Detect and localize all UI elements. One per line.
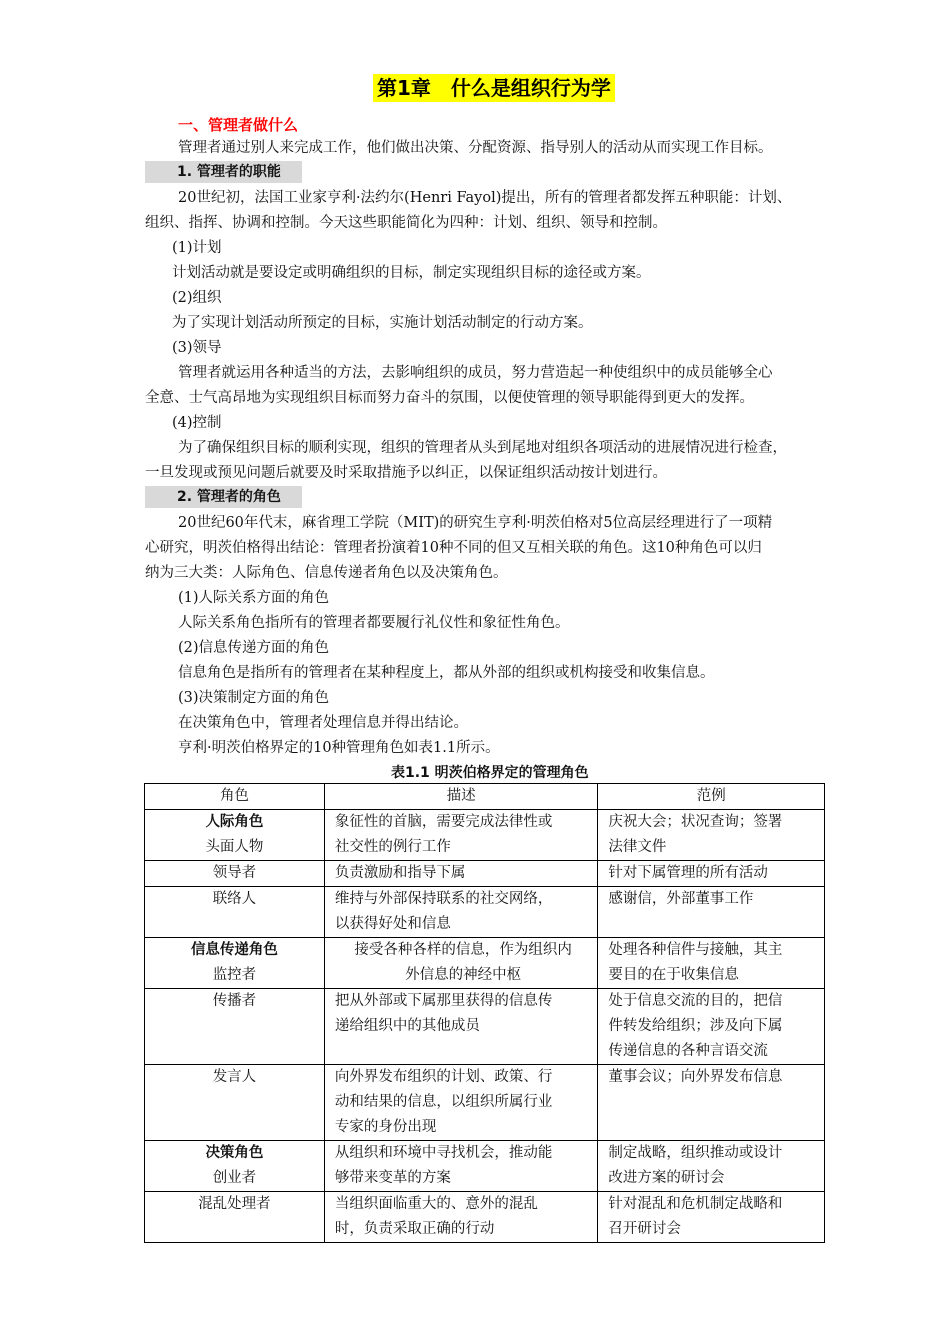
role-cell [145,887,325,938]
role-category: 人际角色 [205,814,264,830]
example-cell [598,1141,825,1192]
description-cell [324,989,598,1065]
description-line: 向外界发布组织的计划、政策、行 [334,1069,553,1085]
role-cell [145,1141,325,1192]
item-label: (2)组织 [172,290,222,306]
role-cell [145,989,325,1065]
table-row [145,861,825,887]
item-label: (3)领导 [172,340,222,356]
example-line: 感谢信，外部董事工作 [608,891,754,907]
paragraph-line: 一旦发现或预见问题后就要及时采取措施予以纠正，以保证组织活动按计划进行。 [145,465,667,481]
role-name: 监控者 [212,967,257,983]
role-cell [145,861,325,887]
description-line: 当组织面临重大的、意外的混乱 [334,1196,538,1212]
description-line: 时，负责采取正确的行动 [334,1221,495,1237]
role-name: 头面人物 [205,839,264,855]
item-text: 人际关系角色指所有的管理者都要履行礼仪性和象征性角色。 [178,615,570,631]
role-name: 领导者 [212,865,257,881]
description-cell [324,887,598,938]
paragraph-line: 20世纪60年代末，麻省理工学院（MIT)的研究生亨利·明茨伯格对5位高层经理进行了一项精 [178,515,773,531]
description-line: 递给组织中的其他成员 [334,1018,480,1034]
item-label: (2)信息传递方面的角色 [178,640,330,656]
role-cell [145,938,325,989]
item-text: 计划活动就是要设定或明确组织的目标，制定实现组织目标的途径或方案。 [172,265,651,281]
item-label: (1)计划 [172,240,222,256]
paragraph-line: 管理者就运用各种适当的方法，去影响组织的成员，努力营造起一种使组织中的成员能够全心 [178,365,773,381]
role-category: 信息传递角色 [190,942,278,958]
table-row [145,810,825,861]
closing-line: 亨利·明茨伯格界定的10种管理角色如表1.1所示。 [178,740,500,756]
example-line: 针对下属管理的所有活动 [608,865,768,881]
roles-table [144,783,825,1243]
description-line: 社交性的例行工作 [334,839,451,855]
example-cell [598,1065,825,1141]
paragraph-line: 全意、士气高昂地为实现组织目标而努力奋斗的氛围，以便使管理的领导职能得到更大的发挥。 [145,390,754,406]
example-line: 制定战略，组织推动或设计 [608,1145,783,1161]
table-row [145,1141,825,1192]
column-header-description: 描述 [324,784,598,810]
description-cell [324,1141,598,1192]
example-line: 法律文件 [608,839,667,855]
paragraph-line: 为了确保组织目标的顺利实现，组织的管理者从头到尾地对组织各项活动的进展情况进行检查， [178,440,787,456]
subheading-roles: 2. 管理者的角色 [145,486,302,508]
description-line: 专家的身份出现 [334,1119,437,1135]
description-line: 外信息的神经中枢 [405,967,522,983]
example-cell [598,861,825,887]
example-cell [598,810,825,861]
paragraph-line: 心研究，明茨伯格得出结论：管理者扮演着10种不同的但又互相关联的角色。这10种角色可以归 [145,540,762,556]
description-line: 以获得好处和信息 [334,916,451,932]
role-category: 决策角色 [205,1145,264,1161]
item-label: (3)决策制定方面的角色 [178,690,330,706]
example-cell [598,938,825,989]
description-line: 动和结果的信息，以组织所属行业 [334,1094,553,1110]
example-cell [598,887,825,938]
example-line: 改进方案的研讨会 [608,1170,725,1186]
paragraph-line: 20世纪初，法国工业家亨利·法约尔(Henri Fayol)提出，所有的管理者都发挥五种职能：计划、 [178,190,792,206]
role-cell [145,1192,325,1243]
description-cell [324,861,598,887]
example-cell [598,989,825,1065]
description-line: 维持与外部保持联系的社交网络， [334,891,553,907]
item-text: 在决策角色中，管理者处理信息并得出结论。 [178,715,468,731]
example-line: 要目的在于收集信息 [608,967,739,983]
description-cell [324,938,598,989]
example-line: 针对混乱和危机制定战略和 [608,1196,783,1212]
description-cell [324,810,598,861]
description-cell [324,1065,598,1141]
role-name: 联络人 [212,891,257,907]
role-name: 发言人 [212,1069,257,1085]
example-line: 召开研讨会 [608,1221,681,1237]
section-heading: 一、管理者做什么 [178,116,299,134]
chapter-title: 第1章 什么是组织行为学 [373,74,615,102]
role-cell [145,810,325,861]
description-cell [324,1192,598,1243]
description-line: 接受各种各样的信息，作为组织内 [354,942,572,958]
item-text: 为了实现计划活动所预定的目标，实施计划活动制定的行动方案。 [172,315,593,331]
example-line: 处理各种信件与接触，其主 [608,942,783,958]
table-row [145,1192,825,1243]
example-cell [598,1192,825,1243]
table-row [145,989,825,1065]
item-label: (1)人际关系方面的角色 [178,590,330,606]
role-name: 混乱处理者 [198,1196,271,1212]
example-line: 传递信息的各种言语交流 [608,1043,768,1059]
role-name: 创业者 [212,1170,257,1186]
table-caption: 表1.1 明茨伯格界定的管理角色 [391,765,589,781]
example-line: 庆祝大会；状况查询；签署 [608,814,783,830]
table-row [145,938,825,989]
example-line: 件转发给组织；涉及向下属 [608,1018,783,1034]
item-label: (4)控制 [172,415,222,431]
paragraph-line: 纳为三大类：人际角色、信息传递者角色以及决策角色。 [145,565,508,581]
description-line: 够带来变革的方案 [334,1170,451,1186]
paragraph-line: 组织、指挥、协调和控制。今天这些职能简化为四种：计划、组织、领导和控制。 [145,215,667,231]
description-line: 象征性的首脑，需要完成法律性或 [334,814,553,830]
role-name: 传播者 [212,993,257,1009]
table-row [145,887,825,938]
table-body [145,810,825,1243]
table-row [145,1065,825,1141]
description-line: 负责激励和指导下属 [334,865,466,881]
column-header-example: 范例 [598,784,825,810]
example-line: 董事会议；向外界发布信息 [608,1069,783,1085]
role-cell [145,1065,325,1141]
section-intro: 管理者通过别人来完成工作，他们做出决策、分配资源、指导别人的活动从而实现工作目标。 [178,140,773,156]
description-line: 把从外部或下属那里获得的信息传 [334,993,553,1009]
item-text: 信息角色是指所有的管理者在某种程度上，都从外部的组织或机构接受和收集信息。 [178,665,715,681]
example-line: 处于信息交流的目的，把信 [608,993,783,1009]
description-line: 从组织和环境中寻找机会，推动能 [334,1145,553,1161]
subheading-functions: 1. 管理者的职能 [145,161,302,183]
table-header-row [145,784,825,810]
column-header-role: 角色 [145,784,325,810]
